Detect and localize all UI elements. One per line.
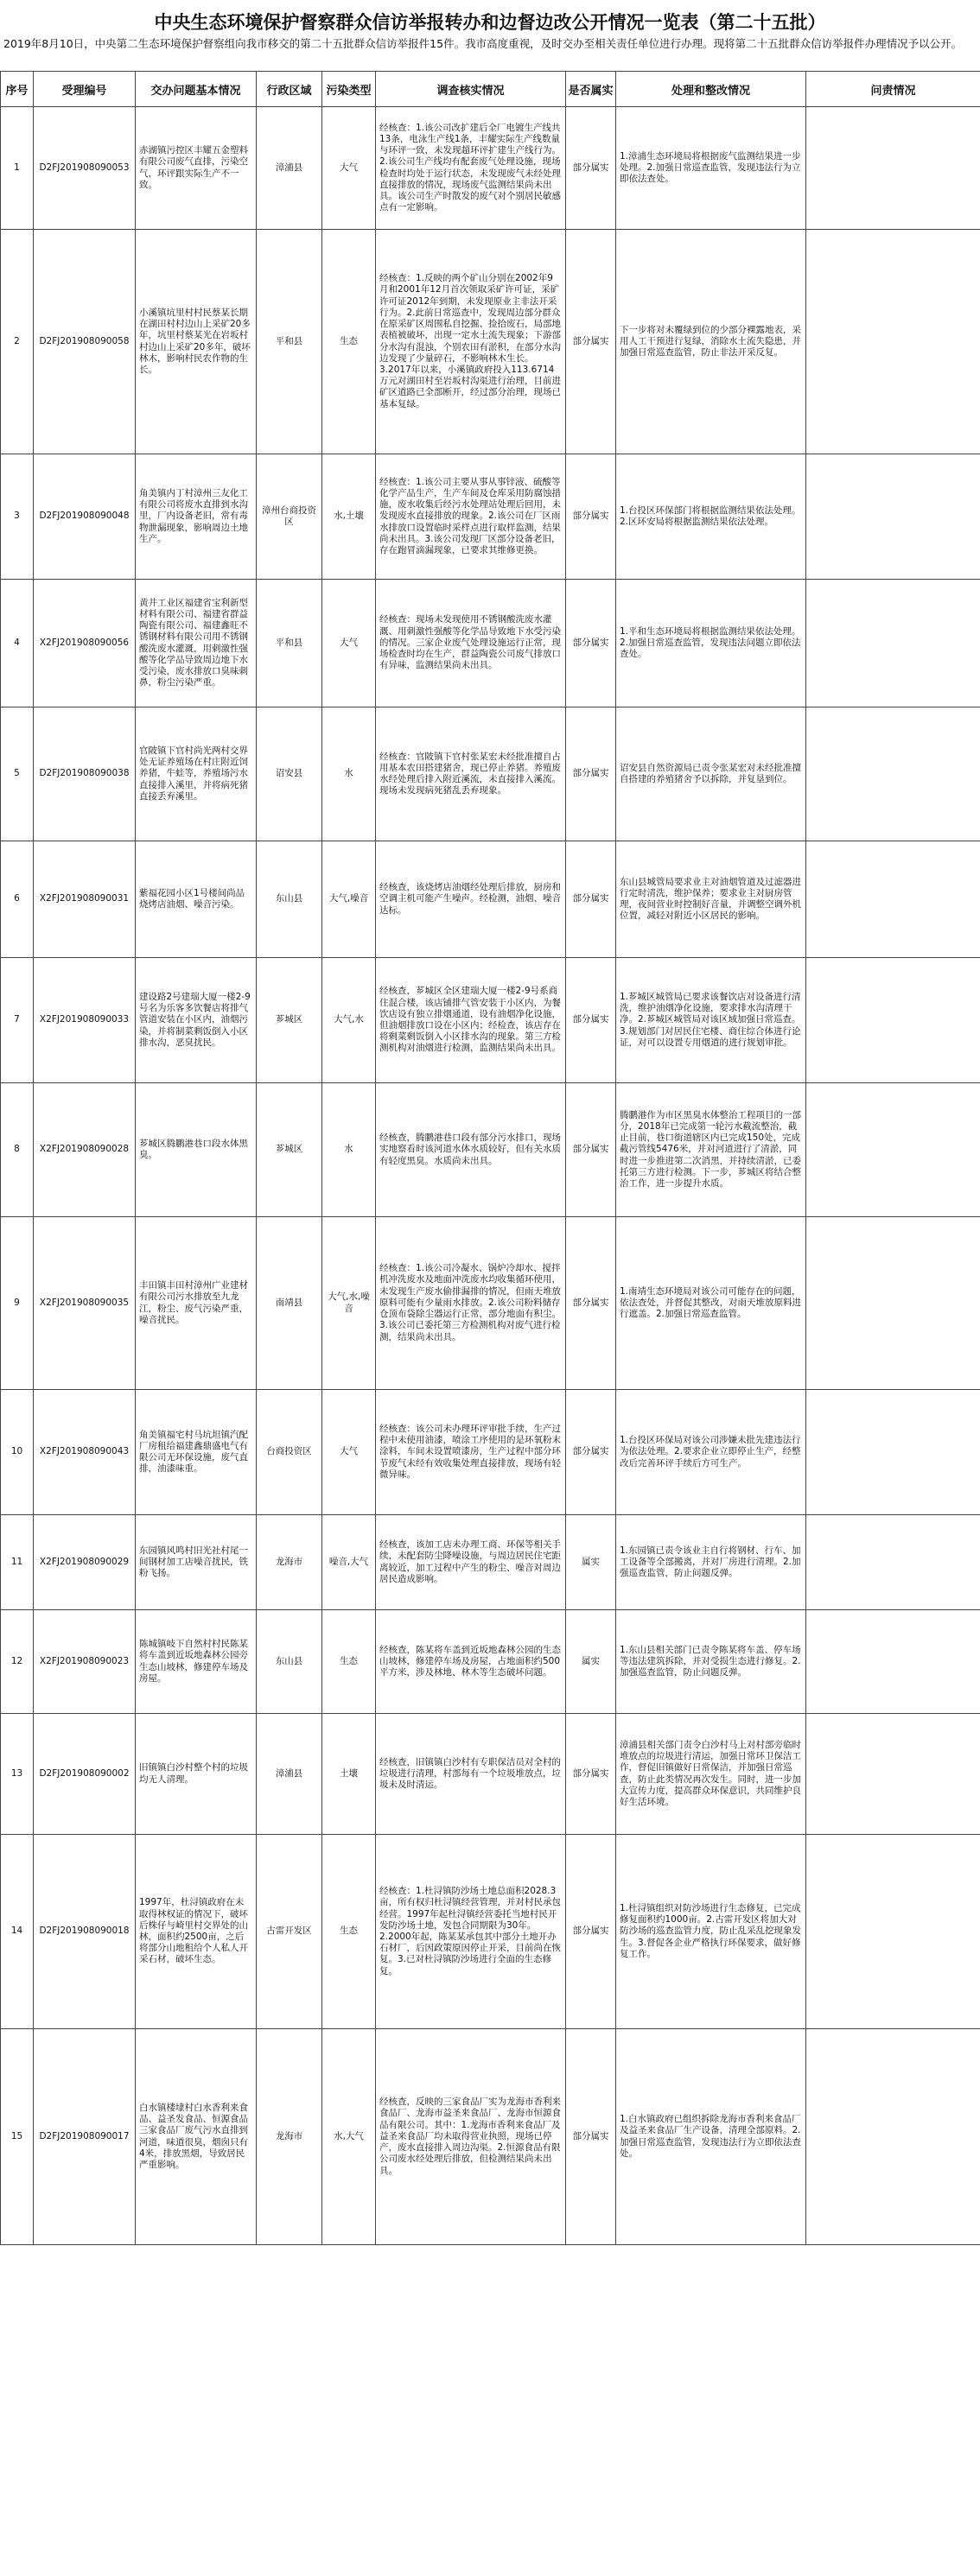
cell-code: D2FJ201908090017	[34, 2029, 136, 2245]
cell-verified: 属实	[566, 1515, 616, 1610]
cell-code: X2FJ201908090023	[34, 1610, 136, 1714]
cell-pollution: 水,土壤	[322, 454, 376, 580]
cell-code: X2FJ201908090043	[34, 1390, 136, 1515]
cell-pollution: 大气	[322, 1390, 376, 1515]
cell-region: 漳浦县	[257, 107, 322, 230]
cell-accountability	[806, 1515, 980, 1610]
cell-handling: 1.东山县相关部门已责令陈某将车盖、停车场等违法建筑拆除，并对受损生态进行修复。2.加强巡查监管，防止问题反弹。	[616, 1610, 806, 1714]
cell-accountability	[806, 454, 980, 580]
cell-accountability	[806, 107, 980, 230]
header-handling: 处理和整改情况	[616, 72, 806, 107]
cell-code: D2FJ201908090058	[34, 230, 136, 454]
cell-verified: 部分属实	[566, 1835, 616, 2029]
cell-issue: 陈城镇岐下自然村村民陈某将车盖到近坂地森林公园旁生态山坡林，修建停车场及房屋。	[136, 1610, 257, 1714]
cell-accountability	[806, 1714, 980, 1835]
cell-no: 15	[1, 2029, 34, 2245]
cell-code: X2FJ201908090033	[34, 958, 136, 1083]
page-title: 中央生态环境保护督察群众信访举报转办和边督边改公开情况一览表（第二十五批）	[154, 12, 826, 33]
cell-verified: 部分属实	[566, 107, 616, 230]
cell-accountability	[806, 2029, 980, 2245]
cell-accountability	[806, 1390, 980, 1515]
cell-region: 古雷开发区	[257, 1835, 322, 2029]
cell-investigation: 经核查：1.该公司主要从事从事锌液、硫酸等化学产品生产，生产车间及仓库采用防腐蚀措施，废水收集后经污水处理站处理后回用，未发现废水直接排放的现象。2.该公司在厂区雨水排放口设置临时采样点进行取样监测，结果尚未出具。3.该公司发现厂区部分设备老旧，存在跑冒滴漏现象，已要求其维修更换。	[376, 454, 566, 580]
cell-accountability	[806, 958, 980, 1083]
cell-code: D2FJ201908090018	[34, 1835, 136, 2029]
cell-issue: 芗城区腾鹏港巷口段水体黑臭。	[136, 1083, 257, 1217]
cell-pollution: 大气	[322, 580, 376, 707]
cell-issue: 建设路2号建瑞大厦一楼2-9号名为乐客多饮餐店将排气管道安装在小区内，油烟污染，并将制菜剩饭倒入小区排水沟，恶臭扰民。	[136, 958, 257, 1083]
cell-no: 6	[1, 841, 34, 958]
cell-no: 8	[1, 1083, 34, 1217]
cell-issue: 丰田镇丰田村漳州广业建材有限公司污水排放至九龙江，粉尘、废气污染严重，噪音扰民。	[136, 1217, 257, 1390]
cell-no: 11	[1, 1515, 34, 1610]
cell-pollution: 生态	[322, 230, 376, 454]
cell-accountability	[806, 580, 980, 707]
header-no: 序号	[1, 72, 34, 107]
cell-region: 台商投资区	[257, 1390, 322, 1515]
cell-pollution: 大气	[322, 107, 376, 230]
header-issue: 交办问题基本情况	[136, 72, 257, 107]
cell-region: 漳浦县	[257, 1714, 322, 1835]
cell-investigation: 经核查，芗城区全区建瑞大厦一楼2-9号系商住混合楼，该店铺排气管安装于小区内，为餐饮店设有独立排烟通道，设有油烟净化设施，但油烟排放口设在小区内；经检查，该店存在将剩菜剩饭倒入小区排水沟的现象。第三方检测机构对油烟进行检测，监测结果尚未出具。	[376, 958, 566, 1083]
cell-accountability	[806, 1610, 980, 1714]
cell-no: 2	[1, 230, 34, 454]
cell-accountability	[806, 1217, 980, 1390]
cell-investigation: 经核查：1.该公司冷凝水、锅炉冷却水、搅拌机冲洗废水及地面冲洗废水均收集循环使用，未发现生产废水偷排漏排的情况，但雨天堆放原料可能有少量雨水排放。2.该公司粉料储存仓顶布袋除尘器运行正常，部分地面有积尘。3.该公司已委托第三方检测机构对废气进行检测，结果尚未出具。	[376, 1217, 566, 1390]
cell-handling: 下一步将对未覆绿到位的少部分裸露地表，采用人工干预进行复绿，消除水土流失隐患，并加强日常巡查监管，防止非法开采反复。	[616, 230, 806, 454]
cell-no: 1	[1, 107, 34, 230]
cell-verified: 属实	[566, 1610, 616, 1714]
intro-text: 2019年8月10日，中央第二生态环境保护督察组向我市移交的第二十五批群众信访举报件15件。我市高度重视，及时交办至相关责任单位进行办理。现将第二十五批群众信访举报件办理情况予以公开。	[3, 37, 963, 50]
table-row	[1, 958, 980, 1083]
cell-region: 诏安县	[257, 707, 322, 841]
cell-handling: 1.东园镇已责令该业主自行将钢材、行车、加工设备等全部搬离，并对厂房进行清理。2.加强巡查监管，防止问题反弹。	[616, 1515, 806, 1610]
table-row	[1, 841, 980, 958]
header-investigation: 调查核实情况	[376, 72, 566, 107]
cell-investigation: 经核查，该加工店未办理工商、环保等相关手续，未配套防尘降噪设施，与周边居民住宅距离较近，加工过程中产生的粉尘、噪音对周边居民造成影响。	[376, 1515, 566, 1610]
cell-verified: 部分属实	[566, 841, 616, 958]
cell-handling: 1.南靖生态环境局对该公司可能存在的问题，依法查处，并督促其整改，对雨天堆放原料进行遮盖。2.加强日常巡查监管。	[616, 1217, 806, 1390]
table-row	[1, 707, 980, 841]
cell-region: 龙海市	[257, 1515, 322, 1610]
cell-region: 平和县	[257, 580, 322, 707]
cell-region: 芗城区	[257, 958, 322, 1083]
cell-investigation: 经核查：1.反映的两个矿山分别在2002年9月和2001年12月首次领取采矿许可证，采矿许可证2012年到期，未发现原业主非法开采行为。2.此前日常巡查中，发现周边部分群众在原采矿区周围私自挖掘、捡拾废石，局部地表植被破坏，出现一定水土流失现象；下游部分水沟有混浊，个别农田有淤积，在部分水沟边发现了少量碎石，不影响林木生长。3.2017年以来，小溪镇政府投入113.6714万元对湖田村至岩坂村沟渠进行治理，目前进矿区道路已全部断开，经过部分治理，现场已基本复绿。	[376, 230, 566, 454]
cell-investigation: 经核查，旧镇镇白沙村有专职保洁员对全村的垃圾进行清理，村部每有一个垃圾堆放点，垃圾未及时清运。	[376, 1714, 566, 1835]
cell-code: X2FJ201908090035	[34, 1217, 136, 1390]
cell-verified: 部分属实	[566, 1217, 616, 1390]
cell-issue: 角美镇内丁村漳州三友化工有限公司将废水直排到水沟里，厂内设备老旧，常有毒物泄漏现象，影响周边土地生产。	[136, 454, 257, 580]
cell-investigation: 经核查：1.杜浔镇防沙场土地总面积2028.3亩，所有权归杜浔镇经营管理，并对村民承包经营。1997年起杜浔镇经营委托当地村民开发防沙场土地，发包合同期限为30年。2.2000年起，陈某某承包其中部分土地开办石材厂，后因政策原因停止开采，目前尚在恢复。3.已对杜浔镇防沙场进行全面的生态修复。	[376, 1835, 566, 2029]
cell-investigation: 经核查：1.该公司改扩建后全厂电镀生产线共13条，电泳生产线1条，丰耀实际生产线数量与环评一致，未发现超环评扩建生产线行为。2.该公司生产线均有配套废气处理设施，现场检查时均处于运行状态，未发现废气未经处理直接排放的情况，现场废气监测结果尚未出具。该公司生产时散发的废气对个别居民敏感点有一定影响。	[376, 107, 566, 230]
cell-handling: 东山县城管局要求业主对油烟管道及过滤器进行定时清洗，维护保养；要求业主对厨房管理，夜间营业时控制好音量，并调整空调外机位置，减轻对附近小区居民的影响。	[616, 841, 806, 958]
cell-pollution: 生态	[322, 1610, 376, 1714]
table-row	[1, 1083, 980, 1217]
cell-handling: 1.台投区环保局对该公司涉嫌未批先建违法行为依法处理。2.要求企业立即停止生产，经整改后完善环评手续后方可生产。	[616, 1390, 806, 1515]
table-row	[1, 230, 980, 454]
cell-investigation: 经核查，该烧烤店油烟经处理后排放，厨房和空调主机可能产生噪声。经检测，油烟、噪音达标。	[376, 841, 566, 958]
cell-verified: 部分属实	[566, 1390, 616, 1515]
cell-pollution: 水,大气	[322, 2029, 376, 2245]
cell-handling: 诏安县自然资源局已责令张某宏对未经批准擅自搭建的养殖猪舍予以拆除，并复垦到位。	[616, 707, 806, 841]
cell-no: 9	[1, 1217, 34, 1390]
cell-pollution: 土壤	[322, 1714, 376, 1835]
complaint-table	[0, 71, 980, 2245]
cell-pollution: 大气,噪音	[322, 841, 376, 958]
cell-region: 平和县	[257, 230, 322, 454]
table-row	[1, 580, 980, 707]
header-verified: 是否属实	[566, 72, 616, 107]
header-accountability: 问责情况	[806, 72, 980, 107]
cell-accountability	[806, 230, 980, 454]
cell-verified: 部分属实	[566, 230, 616, 454]
cell-no: 13	[1, 1714, 34, 1835]
table-row	[1, 454, 980, 580]
cell-investigation: 经核查，腾鹏港巷口段有部分污水排口，现场实地察看时该河道水体水质较好，但有关水质有轻度黑臭。水质尚未出具。	[376, 1083, 566, 1217]
table-row	[1, 1714, 980, 1835]
cell-handling: 1.平和生态环境局将根据监测结果依法处理。2.加强日常巡查监管，发现违法问题立即依法查处。	[616, 580, 806, 707]
cell-region: 东山县	[257, 1610, 322, 1714]
cell-verified: 部分属实	[566, 707, 616, 841]
cell-issue: 东园镇风鸣村旧光社村尾一间钢材加工店噪音扰民，铁粉飞扬。	[136, 1515, 257, 1610]
cell-no: 5	[1, 707, 34, 841]
header-pollution: 污染类型	[322, 72, 376, 107]
table-row	[1, 1610, 980, 1714]
cell-pollution: 大气,水	[322, 958, 376, 1083]
cell-pollution: 水	[322, 707, 376, 841]
cell-handling: 1.漳浦生态环境局将根据废气监测结果进一步处理。2.加强日常巡查监管，发现违法行为立即依法查处。	[616, 107, 806, 230]
cell-accountability	[806, 1083, 980, 1217]
cell-handling: 1.芗城区城管局已要求该餐饮店对设备进行清洗，维护油烟净化设施，要求排水沟清理干净。2.芗城区城管局对该区域加强日常巡查。3.规划部门对居民住宅楼、商住综合体进行论证，对可以设置专用烟道的进行规划审批。	[616, 958, 806, 1083]
cell-region: 南靖县	[257, 1217, 322, 1390]
cell-issue: 1997年，杜浔镇政府在未取得林权证的情况下，破坏后株仔与崎里村交界处的山林，面积约2500亩，之后将部分山地租给个人私人开采石材，破坏生态。	[136, 1835, 257, 2029]
cell-issue: 旧镇镇白沙村整个村的垃圾均无人清理。	[136, 1714, 257, 1835]
cell-no: 12	[1, 1610, 34, 1714]
cell-code: X2FJ201908090031	[34, 841, 136, 958]
cell-investigation: 经核查，陈某将车盖到近坂地森林公园的生态山坡林，修建停车场及房屋，占地面积约500平方米，涉及林地、林木等生态破坏问题。	[376, 1610, 566, 1714]
cell-verified: 部分属实	[566, 580, 616, 707]
table-row	[1, 1515, 980, 1610]
header-region: 行政区域	[257, 72, 322, 107]
cell-investigation: 经核查，反映的三家食品厂实为龙海市香利来食品厂、龙海市益圣来食品厂、龙海市恒源食品有限公司。其中：1.龙海市香利来食品厂及益圣来食品厂均未取得营业执照，现场已停产，废水直接排入周边沟渠。2.恒源食品有限公司废水经处理后排放，但检测结果尚未出具。	[376, 2029, 566, 2245]
table-header-row	[1, 72, 980, 107]
cell-code: D2FJ201908090002	[34, 1714, 136, 1835]
cell-accountability	[806, 707, 980, 841]
cell-region: 东山县	[257, 841, 322, 958]
cell-region: 龙海市	[257, 2029, 322, 2245]
cell-region: 芗城区	[257, 1083, 322, 1217]
cell-handling: 腾鹏港作为市区黑臭水体整治工程项目的一部分，2018年已完成第一轮污水截流整治，截止目前，巷口街道辖区内已完成150处，完成截污管线5476米，并对河道进行了清淤，同时进一步推进第二次消黑，并持续清淤，已委托第三方进行检测。下一步，芗城区将结合整治工作，进一步提升水质。	[616, 1083, 806, 1217]
cell-issue: 黄井工业区福建省宝利新型材料有限公司、福建省群益陶瓷有限公司、福建鑫旺不锈钢材料有限公司用不锈钢酸洗废水灌溉，用刺激性强酸等化学品导致周边地下水受污染，废水排放口臭味刺鼻，粉尘污染严重。	[136, 580, 257, 707]
cell-issue: 白水镇楼埭村白水香利来食品、益圣发食品、恒源食品三家食品厂废气污水直排到河道，味道很臭，烟囱只有4米，排放黑烟，导致居民严重影响。	[136, 2029, 257, 2245]
cell-no: 10	[1, 1390, 34, 1515]
cell-pollution: 噪音,大气	[322, 1515, 376, 1610]
cell-accountability	[806, 841, 980, 958]
table-row	[1, 1217, 980, 1390]
cell-handling: 漳浦县相关部门责令白沙村马上对村部旁临时堆放点的垃圾进行清运，加强日常环卫保洁工作，督促旧镇做好日常保洁，并加强日常巡查，防止此类情况再次发生。同时，进一步加大宣传力度，提高群众环保意识，共同维护良好生活环境。	[616, 1714, 806, 1835]
header-code: 受理编号	[34, 72, 136, 107]
table-row	[1, 2029, 980, 2245]
cell-no: 4	[1, 580, 34, 707]
cell-investigation: 经核查：官陂镇下官村张某宏未经批准擅自占用基本农田搭建猪舍，现已停止养猪。养殖废水经处理后排入附近溪流，未直接排入溪流。现场未发现病死猪乱丢弃现象。	[376, 707, 566, 841]
cell-issue: 赤湖镇污控区丰耀五金塑料有限公司废气直排，污染空气，环评跟实际生产不一致。	[136, 107, 257, 230]
cell-verified: 部分属实	[566, 2029, 616, 2245]
cell-code: D2FJ201908090048	[34, 454, 136, 580]
cell-issue: 官陂镇下官村尚光两村交界处无证养殖场在村庄附近饲养猪，牛蛙等，养殖场污水直接排入溪里，并将病死猪直接丢弃溪里。	[136, 707, 257, 841]
cell-pollution: 大气,水,噪音	[322, 1217, 376, 1390]
cell-code: X2FJ201908090029	[34, 1515, 136, 1610]
table-row	[1, 1390, 980, 1515]
cell-accountability	[806, 1835, 980, 2029]
cell-code: X2FJ201908090056	[34, 580, 136, 707]
cell-verified: 部分属实	[566, 1083, 616, 1217]
table-row	[1, 1835, 980, 2029]
cell-verified: 部分属实	[566, 454, 616, 580]
cell-issue: 紫福花园小区1号楼间尚品烧烤店油烟、噪音污染。	[136, 841, 257, 958]
cell-handling: 1.台投区环保部门将根据监测结果依法处理。2.区环安局将根据监测结果依法处理。	[616, 454, 806, 580]
cell-handling: 1.杜浔镇组织对防沙场进行生态修复，已完成修复面积约1000亩。2.古雷开发区将加大对防沙场的巡查监管力度，防止乱采乱挖现象发生。3.督促各企业严格执行环保要求，做好修复工作。	[616, 1835, 806, 2029]
cell-issue: 角美镇福宅村马坑坦镇汽配厂房租给福建鑫鼎盛电气有限公司无环保设施，废气直排，油漆味重。	[136, 1390, 257, 1515]
cell-no: 3	[1, 454, 34, 580]
cell-code: D2FJ201908090038	[34, 707, 136, 841]
cell-pollution: 水	[322, 1083, 376, 1217]
cell-code: D2FJ201908090053	[34, 107, 136, 230]
cell-investigation: 经核查：现场未发现使用不锈钢酸洗废水灌溉、用刺激性强酸等化学品导致地下水受污染的情况。三家企业废气处理设施运行正常，现场检查时均在生产，群益陶瓷公司废气排放口有异味，监测结果尚未出具。	[376, 580, 566, 707]
cell-verified: 部分属实	[566, 958, 616, 1083]
cell-no: 7	[1, 958, 34, 1083]
cell-no: 14	[1, 1835, 34, 2029]
cell-investigation: 经核查：该公司未办理环评审批手续，生产过程中未使用油漆，喷涂工序使用的是环氧粉末涂料，车间未设置喷漆房，生产过程中部分环节废气未经有效收集处理直接排放，现场有轻微异味。	[376, 1390, 566, 1515]
cell-code: X2FJ201908090028	[34, 1083, 136, 1217]
cell-issue: 小溪镇坑里村村民蔡某长期在湖田村村边山上采矿20多年，坑里村蔡某光在岩坂村村边山上采矿20多年，破坏林木，影响村民农作物的生长。	[136, 230, 257, 454]
cell-handling: 1.白水镇政府已组织拆除龙海市香利来食品厂及益圣来食品厂生产设备，清理全部原料。2.加强日常巡查监管，发现违法行为立即依法查处。	[616, 2029, 806, 2245]
table-row	[1, 107, 980, 230]
cell-pollution: 生态	[322, 1835, 376, 2029]
cell-verified: 部分属实	[566, 1714, 616, 1835]
cell-region: 漳州台商投资区	[257, 454, 322, 580]
